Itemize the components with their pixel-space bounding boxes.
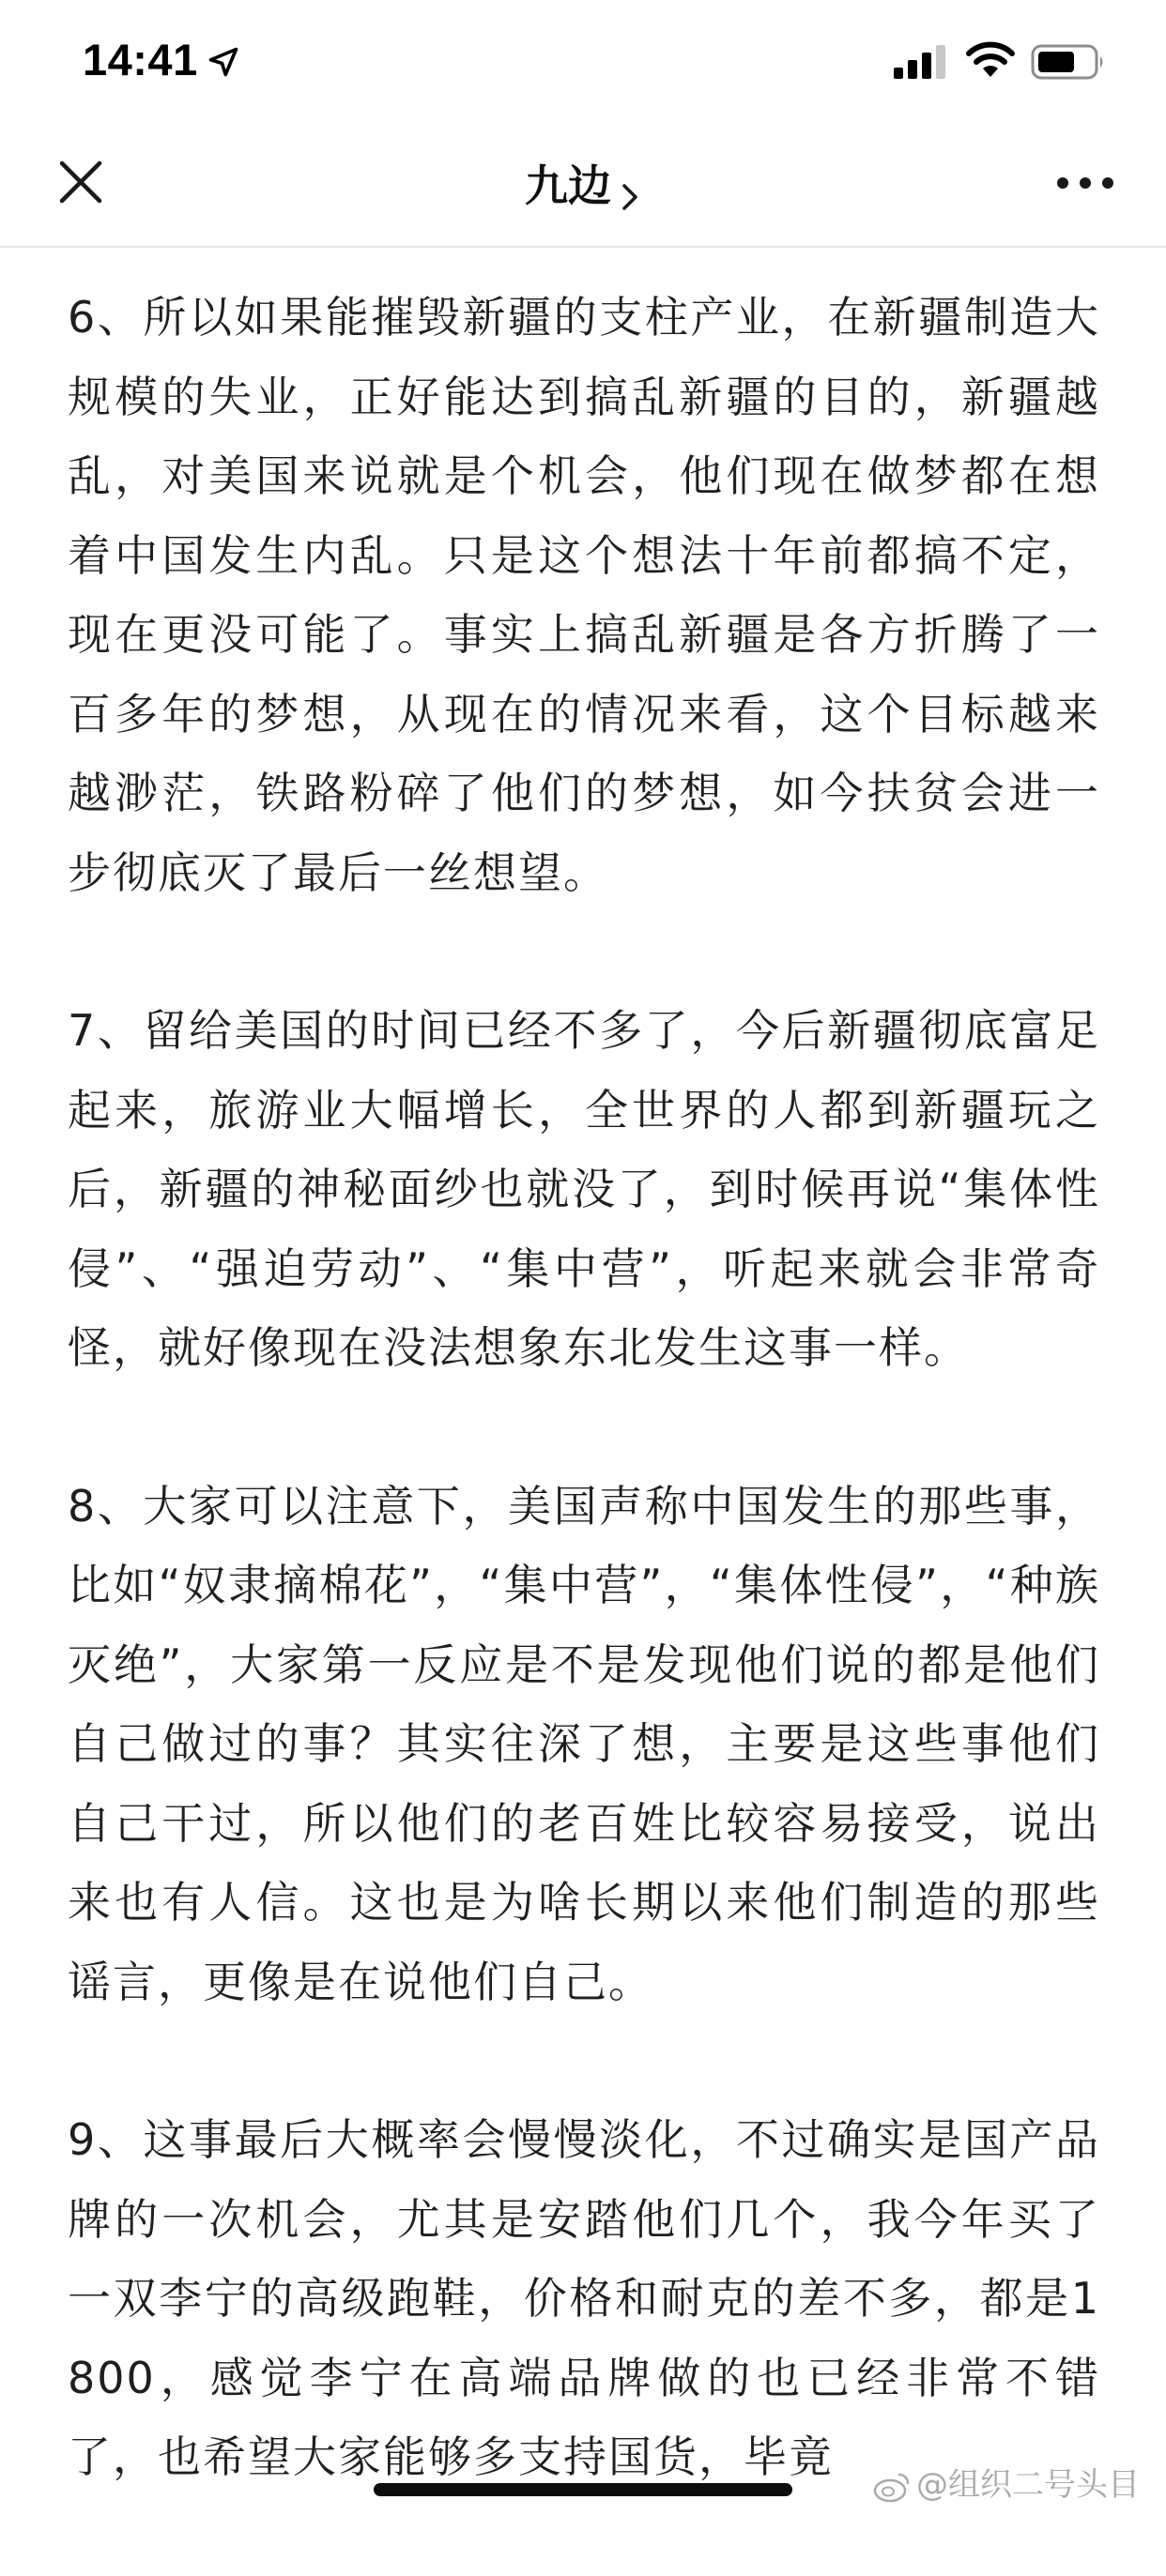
home-indicator[interactable] bbox=[374, 2483, 792, 2496]
article-body bbox=[68, 278, 1100, 2576]
nav-bar bbox=[0, 124, 1166, 248]
status-bar bbox=[0, 0, 1166, 124]
account-title-button[interactable] bbox=[0, 152, 1166, 216]
watermark bbox=[873, 2459, 1140, 2515]
account-title: 九边 bbox=[525, 160, 611, 211]
wifi-icon bbox=[965, 41, 1016, 79]
battery-icon bbox=[1031, 43, 1106, 81]
chevron-right-icon bbox=[619, 178, 641, 216]
article-paragraph: 8、大家可以注意下，美国声称中国发生的那些事，比如“奴隶摘棉花”，“集中营”，“集体性侵”，“种族灭绝”，大家第一反应是不是发现他们说的都是他们自己做过的事？其实往深了想，主要是这些事他们自己干过，所以他们的老百姓比较容易接受，说出来也有人信。这也是为啥长期以来他们制造的那些谣言，更像是在说他们自己。 bbox=[68, 1480, 1100, 2007]
article-paragraph: 6、所以如果能摧毁新疆的支柱产业，在新疆制造大规模的失业，正好能达到搞乱新疆的目的，新疆越乱，对美国来说就是个机会，他们现在做梦都在想着中国发生内乱。只是这个想法十年前都搞不定，现在更没可能了。事实上搞乱新疆是各方折腾了一百多年的梦想，从现在的情况来看，这个目标越来越渺茫，铁路粉碎了他们的梦想，如今扶贫会进一步彻底灭了最后一丝想望。 bbox=[68, 292, 1100, 898]
article-paragraph: 9、这事最后大概率会慢慢淡化，不过确实是国产品牌的一次机会，尤其是安踏他们几个，我今年买了一双李宁的高级跑鞋，价格和耐克的差不多，都是1800，感觉李宁在高端品牌做的也已经非常不错了，也希望大家能够多支持国货，毕竟 bbox=[68, 2114, 1100, 2482]
location-arrow-icon bbox=[207, 45, 240, 79]
cellular-signal-icon bbox=[894, 45, 948, 79]
article-paragraph: 7、留给美国的时间已经不多了，今后新疆彻底富足起来，旅游业大幅增长，全世界的人都到新疆玩之后，新疆的神秘面纱也就没了，到时候再说“集体性侵”、“强迫劳动”、“集中营”，听起来就会非常奇怪，就好像现在没法想象东北发生这事一样。 bbox=[68, 1005, 1100, 1373]
weibo-logo-icon bbox=[873, 2471, 911, 2503]
watermark-text: @组织二号头目 bbox=[916, 2466, 1140, 2504]
more-dots-icon[interactable] bbox=[1055, 169, 1115, 197]
status-time: 14:41 bbox=[83, 35, 198, 84]
